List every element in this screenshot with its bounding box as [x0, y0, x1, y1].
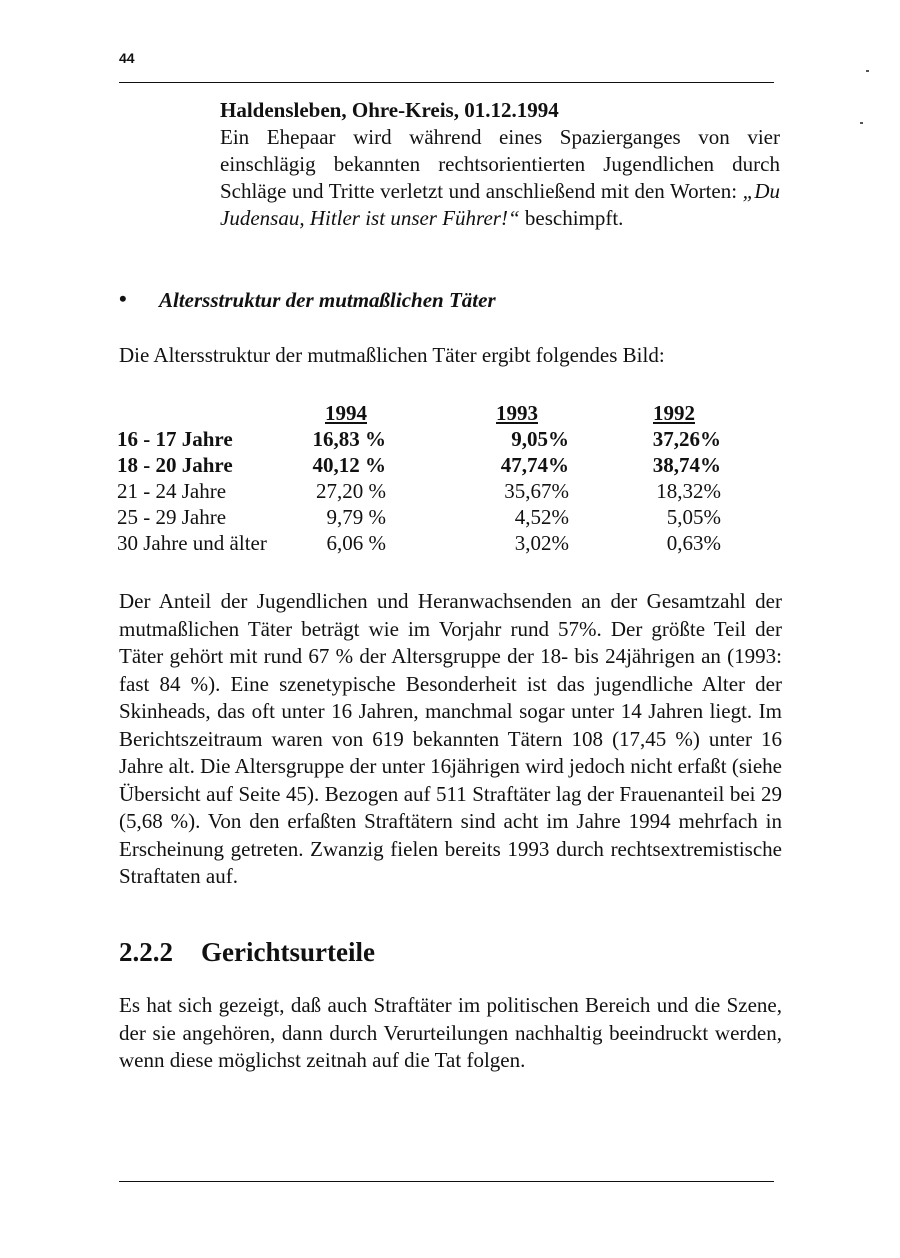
section-number: 2.2.2	[119, 937, 173, 967]
table-row	[117, 426, 721, 452]
table-row	[117, 478, 721, 504]
top-rule	[119, 82, 774, 83]
bottom-rule	[119, 1181, 774, 1182]
year-header-label: 1992	[653, 401, 695, 425]
incident-block	[220, 97, 780, 232]
row-label: 21 - 24 Jahre	[117, 479, 227, 503]
incident-quote: „Du Judensau, Hitler ist unser Führer!“	[220, 179, 780, 230]
cell-value: 9,79 %	[326, 505, 386, 529]
table-row	[117, 452, 721, 478]
section-heading	[119, 937, 375, 968]
cell-value: 38,74%	[652, 453, 721, 477]
bullet-heading-text: Altersstruktur der mutmaßlichen Täter	[159, 288, 496, 312]
year-header	[117, 400, 386, 426]
cell-value: 40,12 %	[312, 453, 386, 477]
cell-value: 3,02%	[514, 531, 569, 555]
cell-value: 0,63%	[666, 531, 721, 555]
table-header-row	[117, 400, 721, 426]
cell-value: 5,05%	[666, 505, 721, 529]
body-paragraph: Der Anteil der Jugendlichen und Heranwachsenden an der Gesamtzahl der mutmaßlichen Täter beträgt wie im Vorjahr rund 57%. Der größte Teil der Täter gehört mit rund 67 % der Altersgruppe der 18- bis 24jährigen an (1993: fast 84 %). Eine szenetypische Besonderheit ist das jugendliche Alter der Skinheads, das oft unter 16 Jahren, manchmal sogar unter 14 Jahren liegt. Im Berichtszeitraum waren von 619 bekannten Tätern 108 (17,45 %) unter 16 Jahre alt. Die Altersgruppe der unter 16jährigen wird jedoch nicht erfaßt (siehe Übersicht auf Seite 45). Bezogen auf 511 Straftäter lag der Frauenanteil bei 29 (5,68 %). Von den erfaßten Straftätern sind acht im Jahre 1994 mehrfach in Erscheinung getreten. Zwanzig fielen bereits 1993 durch rechtsextremistische Straftaten auf.	[119, 589, 782, 888]
cell-value: 9,05%	[511, 427, 569, 451]
incident-text-end: beschimpft.	[519, 206, 624, 230]
scan-mark	[860, 122, 863, 124]
table-row	[117, 504, 721, 530]
cell-value: 47,74%	[500, 453, 569, 477]
cell-value: 27,20 %	[316, 479, 386, 503]
row-label: 25 - 29 Jahre	[117, 505, 227, 529]
row-label: 30 Jahre und älter	[117, 531, 267, 555]
year-header-label: 1994	[325, 401, 367, 425]
cell-value: 16,83 %	[312, 427, 386, 451]
bullet-icon: •	[119, 286, 127, 311]
incident-body	[220, 124, 780, 232]
page-number: 44	[119, 50, 135, 66]
age-structure-table	[117, 400, 721, 556]
cell-value: 4,52%	[514, 505, 569, 529]
cell-value: 37,26%	[652, 427, 721, 451]
cell-value: 35,67%	[504, 479, 569, 503]
row-label: 16 - 17 Jahre	[117, 427, 233, 451]
section-paragraph: Es hat sich gezeigt, daß auch Straftäter im politischen Bereich und die Szene, der sie angehören, dann durch Verurteilungen nachhaltig beeindruckt werden, wenn diese möglichst zeitnah auf die Tat folgen.	[119, 993, 782, 1072]
section-title: Gerichtsurteile	[201, 937, 375, 967]
table-row	[117, 530, 721, 556]
cell-value: 18,32%	[656, 479, 721, 503]
row-label: 18 - 20 Jahre	[117, 453, 233, 477]
intro-text: Die Altersstruktur der mutmaßlichen Täter ergibt folgendes Bild:	[119, 343, 665, 367]
scan-mark	[866, 70, 869, 72]
year-header	[569, 400, 721, 426]
incident-heading: Haldensleben, Ohre-Kreis, 01.12.1994	[220, 98, 559, 122]
cell-value: 6,06 %	[326, 531, 386, 555]
year-header-label: 1993	[496, 401, 538, 425]
incident-text: Ein Ehepaar wird während eines Spazierganges von vier einschlägig bekannten rechtsorientierten Jugendlichen durch Schläge und Tritte verletzt und anschließend mit den Worten:	[220, 125, 780, 203]
year-header	[386, 400, 569, 426]
